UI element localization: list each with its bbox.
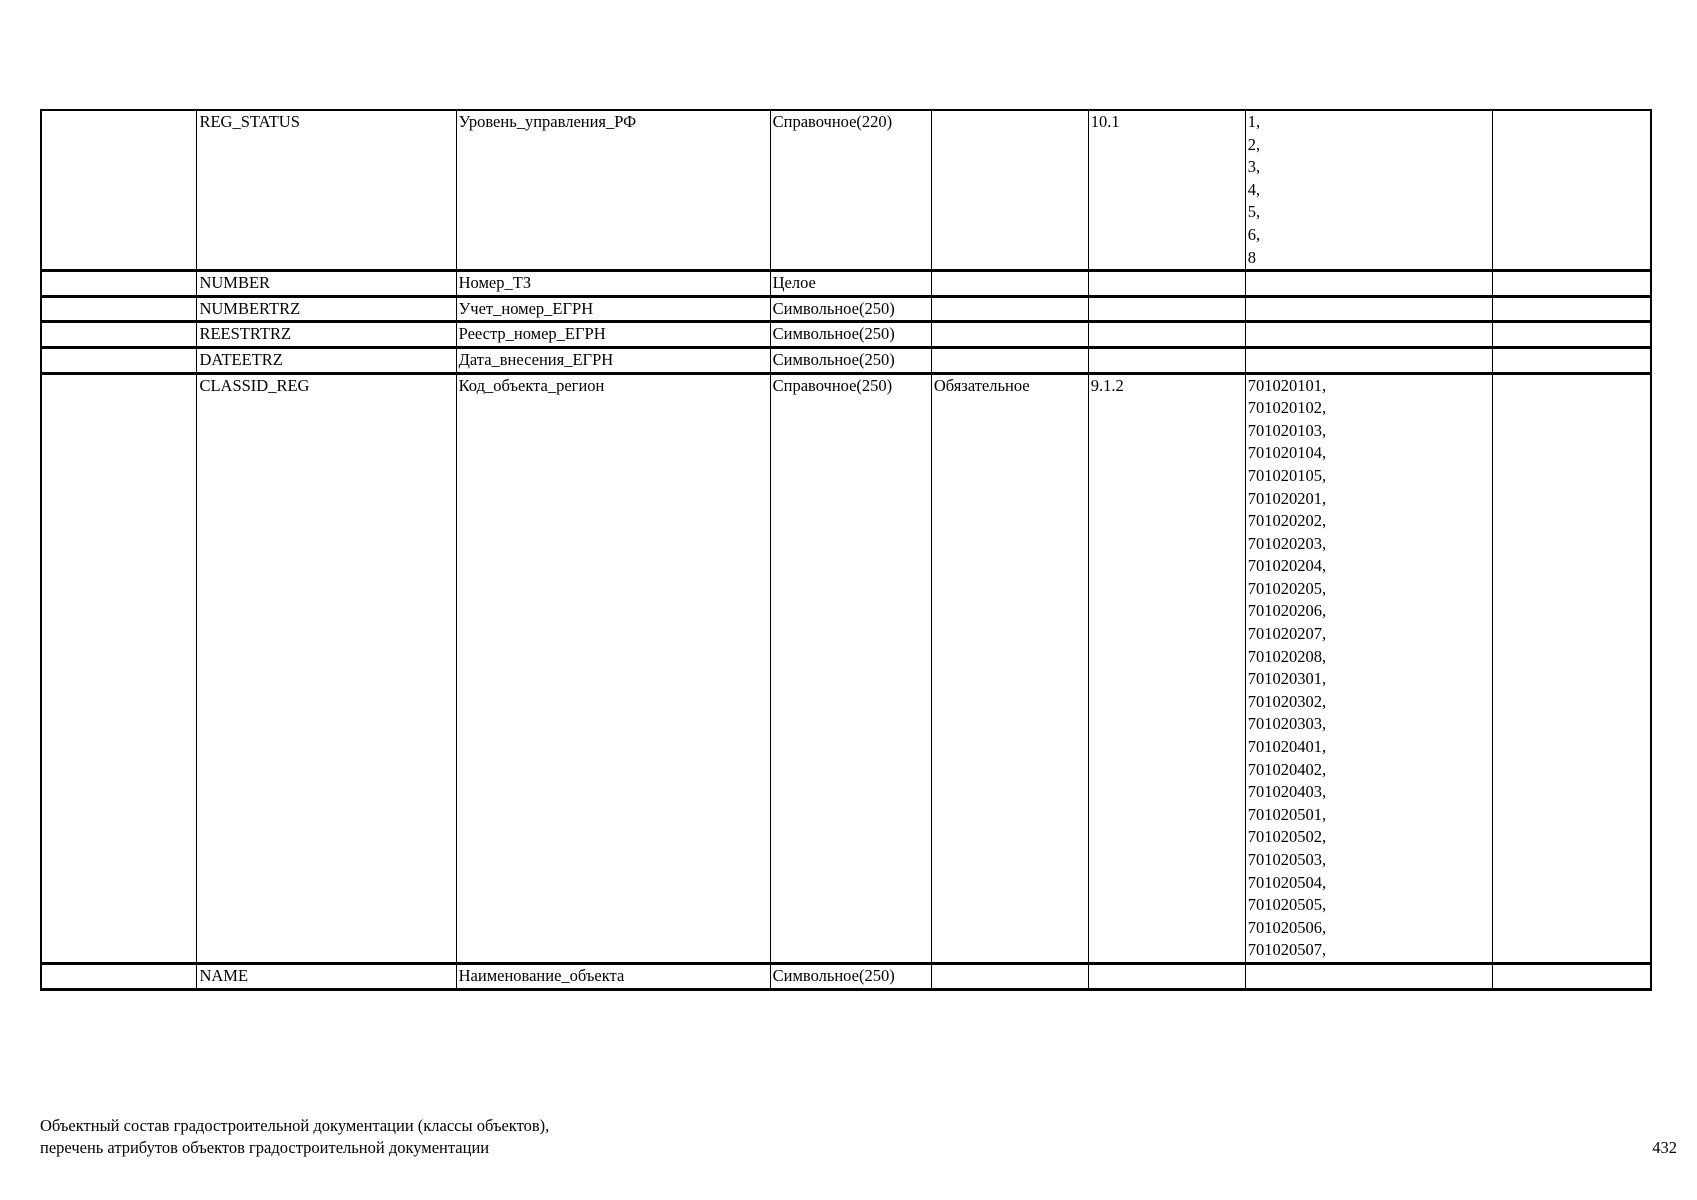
cell-attribute-code: REG_STATUS [197, 110, 456, 271]
cell-allowed-values [1245, 963, 1493, 989]
cell-blank-left [41, 271, 197, 297]
page-number: 432 [1652, 1138, 1677, 1157]
cell-section: 9.1.2 [1088, 373, 1245, 963]
allowed-value: 701020202, [1247, 511, 1327, 531]
cell-requirement [931, 322, 1088, 348]
table-row [41, 347, 1651, 373]
cell-section [1088, 322, 1245, 348]
cell-blank-left [41, 296, 197, 322]
cell-blank-left [41, 110, 197, 271]
cell-attribute-type: Символьное(250) [770, 296, 931, 322]
allowed-value: 701020501, [1247, 804, 1327, 824]
cell-requirement [931, 296, 1088, 322]
cell-allowed-values [1245, 347, 1493, 373]
cell-section [1088, 963, 1245, 989]
cell-requirement [931, 347, 1088, 373]
cell-attribute-name: Дата_внесения_ЕГРН [456, 347, 770, 373]
cell-attribute-type: Символьное(250) [770, 963, 931, 989]
allowed-value: 701020502, [1247, 827, 1327, 847]
cell-requirement [931, 271, 1088, 297]
cell-blank-right [1493, 347, 1651, 373]
cell-blank-left [41, 963, 197, 989]
cell-attribute-code: NUMBER [197, 271, 456, 297]
cell-attribute-name: Код_объекта_регион [456, 373, 770, 963]
cell-attribute-type: Справочное(250) [770, 373, 931, 963]
table-row [41, 296, 1651, 322]
cell-attribute-name: Реестр_номер_ЕГРН [456, 322, 770, 348]
table-row [41, 373, 1651, 963]
cell-blank-right [1493, 296, 1651, 322]
allowed-value: 8 [1247, 247, 1257, 267]
cell-attribute-code: NAME [197, 963, 456, 989]
allowed-value: 701020102, [1247, 398, 1327, 418]
allowed-value: 701020105, [1247, 465, 1327, 485]
cell-attribute-name: Номер_ТЗ [456, 271, 770, 297]
cell-attribute-name: Наименование_объекта [456, 963, 770, 989]
allowed-value: 701020203, [1247, 533, 1327, 553]
allowed-value: 701020302, [1247, 691, 1327, 711]
allowed-value: 701020208, [1247, 646, 1327, 666]
allowed-value: 701020506, [1247, 917, 1327, 937]
table-row [41, 322, 1651, 348]
cell-section [1088, 296, 1245, 322]
cell-attribute-name: Учет_номер_ЕГРН [456, 296, 770, 322]
allowed-value: 701020402, [1247, 759, 1327, 779]
allowed-value: 701020103, [1247, 420, 1327, 440]
cell-allowed-values [1245, 322, 1493, 348]
table-row [41, 963, 1651, 989]
footer-line-2: перечень атрибутов объектов градостроительной документации [40, 1138, 490, 1157]
cell-section [1088, 271, 1245, 297]
cell-section: 10.1 [1088, 110, 1245, 271]
cell-allowed-values [1245, 373, 1493, 963]
cell-requirement [931, 110, 1088, 271]
allowed-value: 2, [1247, 134, 1261, 154]
allowed-value: 701020101, [1247, 375, 1327, 395]
allowed-value: 4, [1247, 179, 1261, 199]
cell-section [1088, 347, 1245, 373]
footer-line-1: Объектный состав градостроительной документации (классы объектов), [40, 1116, 550, 1135]
attribute-table-body [41, 110, 1651, 989]
allowed-value: 5, [1247, 202, 1261, 222]
allowed-value: 701020507, [1247, 940, 1327, 960]
cell-attribute-code: REESTRTRZ [197, 322, 456, 348]
allowed-value: 6, [1247, 224, 1261, 244]
attribute-table [40, 109, 1652, 991]
cell-attribute-code: DATEETRZ [197, 347, 456, 373]
cell-requirement [931, 963, 1088, 989]
cell-allowed-values [1245, 271, 1493, 297]
allowed-value: 701020301, [1247, 669, 1327, 689]
allowed-value: 701020206, [1247, 601, 1327, 621]
allowed-value: 1, [1247, 112, 1261, 131]
allowed-value: 3, [1247, 157, 1261, 177]
page-footer [40, 1115, 549, 1159]
cell-blank-right [1493, 963, 1651, 989]
allowed-value: 701020204, [1247, 556, 1327, 576]
allowed-value: 701020503, [1247, 850, 1327, 869]
cell-attribute-type: Символьное(250) [770, 347, 931, 373]
allowed-value: 701020505, [1247, 895, 1327, 915]
attribute-table-container [40, 109, 1652, 991]
cell-requirement: Обязательное [931, 373, 1088, 963]
cell-blank-right [1493, 271, 1651, 297]
cell-attribute-code: NUMBERTRZ [197, 296, 456, 322]
cell-blank-right [1493, 373, 1651, 963]
cell-blank-left [41, 373, 197, 963]
table-row [41, 110, 1651, 271]
cell-attribute-type: Справочное(220) [770, 110, 931, 271]
allowed-value: 701020207, [1247, 624, 1327, 644]
cell-allowed-values [1245, 296, 1493, 322]
cell-blank-left [41, 322, 197, 348]
allowed-value: 701020201, [1247, 488, 1327, 508]
allowed-value: 701020205, [1247, 578, 1327, 598]
cell-attribute-type: Целое [770, 271, 931, 297]
cell-blank-left [41, 347, 197, 373]
cell-attribute-name: Уровень_управления_РФ [456, 110, 770, 271]
cell-allowed-values [1245, 110, 1493, 271]
cell-blank-right [1493, 322, 1651, 348]
cell-attribute-type: Символьное(250) [770, 322, 931, 348]
allowed-value: 701020403, [1247, 782, 1327, 802]
table-row [41, 271, 1651, 297]
cell-attribute-code: CLASSID_REG [197, 373, 456, 963]
cell-blank-right [1493, 110, 1651, 271]
allowed-value: 701020303, [1247, 714, 1327, 734]
allowed-value: 701020401, [1247, 737, 1327, 757]
allowed-value: 701020104, [1247, 443, 1327, 463]
allowed-value: 701020504, [1247, 872, 1327, 892]
